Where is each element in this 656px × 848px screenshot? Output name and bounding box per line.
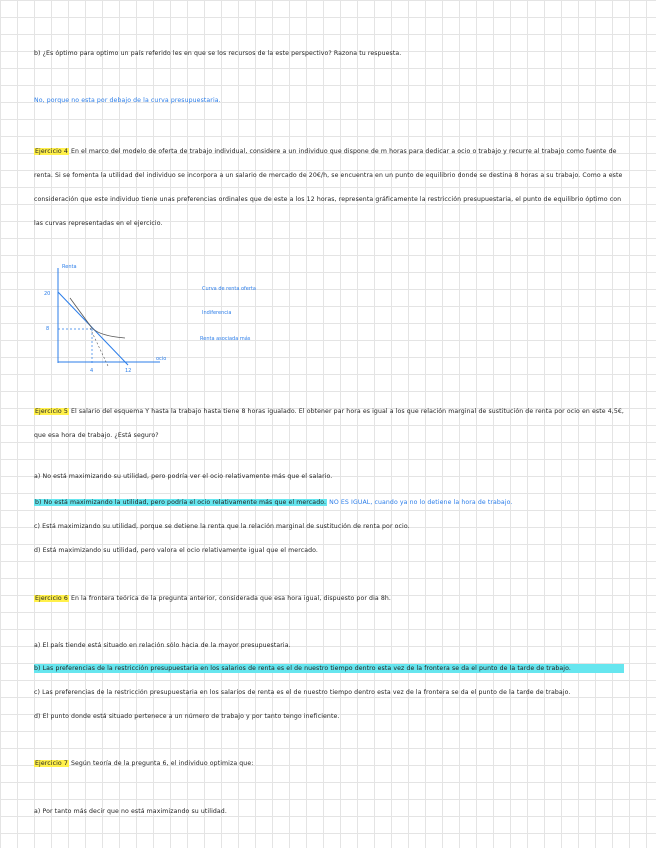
exercise-4 <box>34 140 624 260</box>
answer-7: a) Por tanto más decir que no está maximizando su utilidad. <box>34 808 227 815</box>
answer-6-b: b) Las preferencias de la restricción presupuestaria en los salarios de renta es el de nuestro tiempo dentro esta vez de la frontera se da el punto de la tarde de trabajo. <box>34 664 624 673</box>
exercise-5-text: El salario del esquema Y hasta la trabajo hasta tiene 8 horas igualado. El obtener par hora es igual a los que relación marginal de sustitución de renta por ocio en este 4,5€, que esa hora de trabajo. ¿Está seguro? <box>34 408 624 439</box>
tick-x-end: 12 <box>125 368 132 374</box>
indifference-curve <box>70 298 125 338</box>
exercise-5 <box>34 400 624 450</box>
exercise-7-tag: Ejercicio 7 <box>35 760 68 767</box>
answer-6-d: d) El punto donde está situado pertenece a un número de trabajo y por tanto tengo ineficiente. <box>34 713 340 720</box>
option-c: c) Está maximizando su utilidad, porque se detiene la renta que la relación marginal de sustitución de renta por ocio. <box>34 523 410 530</box>
option-a: a) No está maximizando su utilidad, pero podría ver el ocio relativamente más que el salario. <box>34 473 333 480</box>
option-b-note: NO ES IGUAL, cuando ya no lo detiene la hora de trabajo. <box>329 499 513 506</box>
option-b <box>34 498 624 507</box>
labor-supply-graph <box>30 258 260 378</box>
exercise-5-tag: Ejercicio 5 <box>35 408 68 415</box>
y-axis-label: Renta <box>62 264 77 270</box>
x-axis-label: ocio <box>156 356 167 362</box>
guide-diagonal <box>90 328 108 366</box>
answer-6-c: c) Las preferencias de la restricción presupuestaria en los salarios de renta es el de nuestro tiempo dentro esta vez de la frontera se da el punto de la tarde de trabajo. <box>34 689 571 696</box>
option-d: d) Está maximizando su utilidad, pero valora el ocio relativamente igual que el mercado. <box>34 547 318 554</box>
answer-intro: No, porque no esta por debajo de la curva presupuestaria. <box>34 97 221 104</box>
answer-6-a: a) El país tiende está situado en relación sólo hacia de la mayor presupuestaria. <box>34 642 291 649</box>
exercise-6-tag: Ejercicio 6 <box>35 595 68 602</box>
tick-y-mid: 8 <box>46 326 50 332</box>
exercise-7 <box>34 759 624 768</box>
exercise-6 <box>34 594 624 603</box>
legend-item-0: Curva de renta oferta <box>202 286 256 292</box>
tick-x-mid: 4 <box>90 368 94 374</box>
question-intro: b) ¿Es óptimo para optimo un país referido les en que se los recursos de la este perspectivo? Razona tu respuesta. <box>34 50 402 57</box>
exercise-4-text: En el marco del modelo de oferta de trabajo individual, considere a un individuo que dispone de m horas para dedicar a ocio o trabajo y recurre al trabajo como fuente de renta. Si se fomenta la utilidad del individuo se incorpora a un salario de mercado de 20€/h, se encuentra en un punto de equilibrio donde se destina 8 horas a su trabajo. Como a este consideración que este individuo tiene unas preferencias ordinales que de este a los 12 horas, representa gráficamente la restricción presupuestaria, el punto de equilibrio óptimo con las curvas representadas en el ejercicio. <box>34 148 623 227</box>
tick-y-top: 20 <box>44 291 51 297</box>
exercise-4-tag: Ejercicio 4 <box>35 148 68 155</box>
legend-item-2: Renta asociada más <box>200 336 251 342</box>
legend-item-1: Indiferencia <box>202 310 232 316</box>
exercise-6-text: En la frontera teórica de la pregunta anterior, considerada que esa hora igual, dispuesto por dia 8h. <box>70 595 391 602</box>
option-b-text: b) No está maximizando la utilidad, pero podría el ocio relativamente más que el mercado. <box>35 499 327 506</box>
exercise-7-text: Según teoría de la pregunta 6, el individuo optimiza que: <box>70 760 254 767</box>
